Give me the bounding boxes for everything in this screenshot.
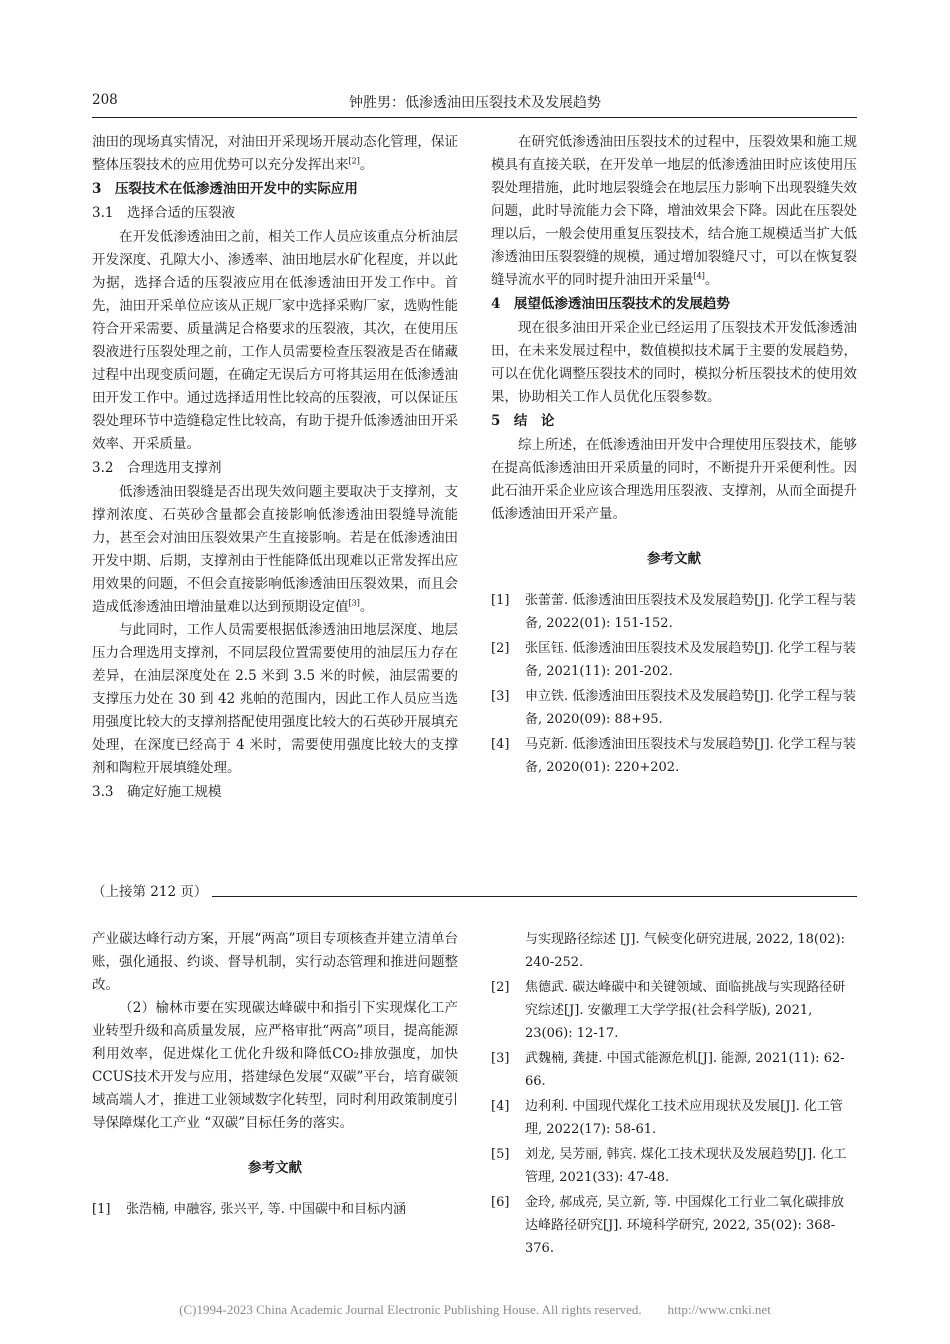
references-title: 参考文献: [647, 551, 701, 567]
section-3-3-paragraph: 在研究低渗透油田压裂技术的过程中，压裂效果和施工规模具有直接关联，在开发单一地层的低渗透油田时应该使用压裂处理措施，此时地层裂缝会在地层压力影响下出现裂缝失效问题，此时导流能力会下降，增油效果会下降。因此在压裂处理以后，一般会使用重复压裂技术，结合施工规模适当扩大低渗透油田压裂裂缝的规模，通过增加裂缝尺寸，可以在恢复裂缝导流水平的同时提升油田开采量[4]。: [491, 134, 857, 288]
reference-item: [3] 申立铁. 低渗透油田压裂技术及发展趋势[J]. 化学工程与装备, 2020(09): 88+95.: [491, 689, 856, 727]
reference-item-continued: 与实现路径综述 [J]. 气候变化研究进展, 2022, 18(02): 240-252.: [525, 932, 845, 970]
running-title: 钟胜男：低渗透油田压裂技术及发展趋势: [349, 95, 601, 111]
reference-item: [2] 张匡钰. 低渗透油田压裂技术及发展趋势[J]. 化学工程与装备, 2021(11): 201-202.: [491, 641, 856, 679]
continuation-label: （上接第 212 页）: [92, 884, 208, 900]
page-number: 208: [92, 92, 118, 108]
section-3-1-heading: 3.1 选择合适的压裂液: [92, 205, 235, 221]
reference-item: [1] 张浩楠, 申融容, 张兴平, 等. 中国碳中和目标内涵: [92, 1202, 407, 1217]
intro-paragraph: 油田的现场真实情况，对油田开采现场开展动态化管理，保证整体压裂技术的应用优势可以充分发挥出来[2]。: [92, 134, 458, 173]
continuation-references-title: 参考文献: [248, 1160, 302, 1176]
copyright-footer: (C)1994-2023 China Academic Journal Electronic Publishing House. All rights reserved. http://www.cnki.net: [179, 1302, 771, 1317]
header-rule: [92, 117, 857, 118]
reference-item: [6] 金玲, 郝成亮, 吴立新, 等. 中国煤化工行业二氧化碳排放达峰路径研究[J]. 环境科学研究, 2022, 35(02): 368-376.: [491, 1195, 845, 1256]
section-3-3-heading: 3.3 确定好施工规模: [92, 784, 222, 800]
reference-item: [3] 武魏楠, 龚捷. 中国式能源危机[J]. 能源, 2021(11): 62-66.: [491, 1051, 845, 1089]
section-3-1-paragraph: 在开发低渗透油田之前，相关工作人员应该重点分析油层开发深度、孔隙大小、渗透率、油田地层水矿化程度，并以此为据，选择合适的压裂液应用在低渗透油田开发工作中。首先，油田开采单位应该从正规厂家中选择采购厂家，选购性能符合开采需要、质量满足合格要求的压裂液，其次，在使用压裂液进行压裂处理之前，工作人员需要检查压裂液是否在储藏过程中出现变质问题，在确定无误后方可将其运用在低渗透油田开发工作中。通过选择适用性比较高的压裂液，可以保证压裂处理环节中造缝稳定性比较高，有助于提升低渗透油田开采效率、开采质量。: [92, 229, 458, 452]
continuation-left-column: [92, 928, 458, 1223]
section-4-heading: 4 展望低渗透油田压裂技术的发展趋势: [491, 296, 730, 312]
continuation-rule: [212, 896, 857, 897]
continuation-paragraph-1: 产业碳达峰行动方案，开展“两高”项目专项核查并建立清单台账，强化通报、约谈、督导机制，实行动态管理和推进问题整改。: [92, 931, 458, 993]
right-column: [491, 131, 857, 781]
section-3-2-paragraph-a: 低渗透油田裂缝是否出现失效问题主要取决于支撑剂，支撑剂浓度、石英砂含量都会直接影响低渗透油田裂缝导流能力，甚至会对油田压裂效果产生直接影响。若是在低渗透油田开发中期、后期，支撑剂由于性能降低出现难以正常发挥出应用效果的问题，不但会直接影响低渗透油田压裂效果，而且会造成低渗透油田增油量难以达到预期设定值[3]。: [92, 484, 458, 615]
left-column: [92, 131, 458, 805]
reference-item: [4] 边利利. 中国现代煤化工技术应用现状及发展[J]. 化工管理, 2022(17): 58-61.: [491, 1099, 843, 1137]
section-3-heading: 3 压裂技术在低渗透油田开发中的实际应用: [92, 181, 358, 197]
reference-item: [2] 焦德武. 碳达峰碳中和关键领域、面临挑战与实现路径研究综述[J]. 安徽理工大学学报(社会科学版), 2021, 23(06): 12-17.: [491, 980, 846, 1041]
section-5-heading: 5 结 论: [491, 413, 555, 429]
reference-item: [5] 刘龙, 吴芳丽, 韩宾. 煤化工技术现状及发展趋势[J]. 化工管理, 2021(33): 47-48.: [491, 1147, 847, 1185]
section-3-2-heading: 3.2 合理选用支撑剂: [92, 460, 222, 476]
section-3-2-paragraph-b: 与此同时，工作人员需要根据低渗透油田地层深度、地层压力合理选用支撑剂，不同层段位置需要使用的油层压力存在差异，在油层深度处在 2.5 米到 3.5 米的时候，油层需要的支撑压力处在 30 到 42 兆帕的范围内，因此工作人员应当选用强度比较大的支撑剂搭配使用强度比较大的石英砂开展填充处理，在深度已经高于 4 米时，需要使用强度比较大的支撑剂和陶粒开展填缝处理。: [92, 622, 458, 776]
section-4-paragraph: 现在很多油田开采企业已经运用了压裂技术开发低渗透油田，在未来发展过程中，数值模拟技术属于主要的发展趋势，可以在优化调整压裂技术的同时，模拟分析压裂技术的使用效果，协助相关工作人员优化压裂参数。: [491, 320, 857, 405]
reference-list: [491, 589, 857, 779]
section-5-paragraph: 综上所述，在低渗透油田开发中合理使用压裂技术，能够在提高低渗透油田开采质量的同时，不断提升开采便利性。因此石油开采企业应该合理选用压裂液、支撑剂，从而全面提升低渗透油田开采产量。: [491, 437, 857, 522]
continuation-right-column: [491, 928, 857, 1262]
reference-item: [1] 张蕾蕾. 低渗透油田压裂技术及发展趋势[J]. 化学工程与装备, 2022(01): 151-152.: [491, 593, 856, 631]
continuation-paragraph-2: （2）榆林市要在实现碳达峰碳中和指引下实现煤化工产业转型升级和高质量发展，应严格审批“两高”项目，提高能源利用效率，促进煤化工优化升级和降低CO₂排放强度，加快CCUS技术开发与应用，搭建绿色发展“双碳”平台，培育碳领域高端人才，推进工业领域数字化转型，同时利用政策制度引导保障煤化工产业 “双碳”目标任务的落实。: [92, 1000, 458, 1131]
reference-item: [4] 马克新. 低渗透油田压裂技术与发展趋势[J]. 化学工程与装备, 2020(01): 220+202.: [491, 737, 856, 775]
